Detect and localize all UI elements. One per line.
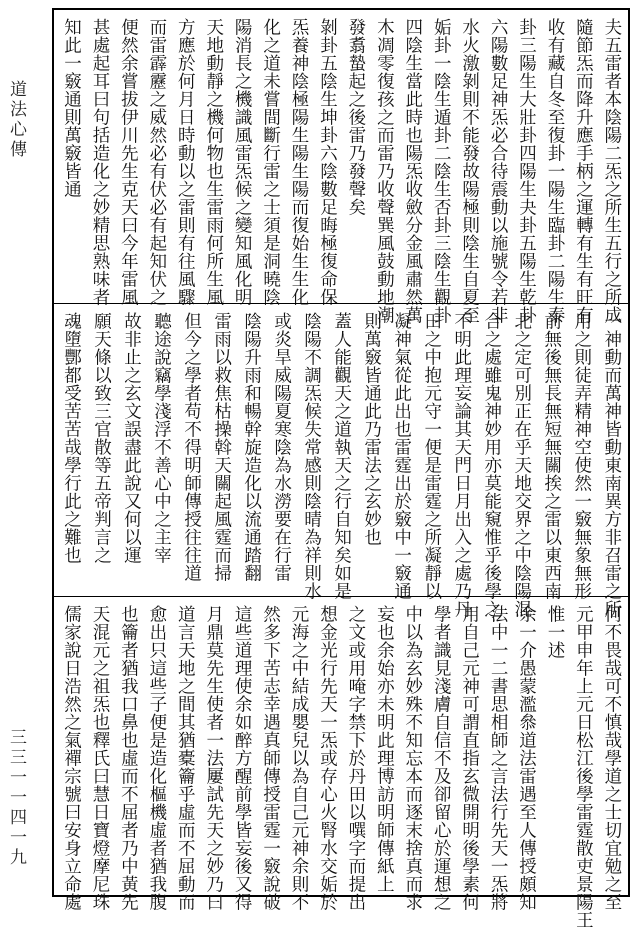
text-column: 但今之學者苟不得明師傳授往往道 [181,312,202,582]
text-column: 甚處起耳曰句括造化之妙精思熟味者 [89,18,110,306]
text-column: 而雷霹靂之威然必有伏必有起知伏之 [146,18,167,306]
book-title: 道法心傳 [6,80,26,160]
text-band-2 [54,303,628,618]
text-column: 隨節炁而降升應手柄之運轉有生有旺有 [573,18,594,324]
text-column: 學者識見淺膚自信不及卻留心於運想之 [431,605,452,911]
page-frame [52,8,630,929]
text-column: 或炎旱威陽夏寒陰為水澇要在行雷 [271,312,292,582]
text-column: 卦三陽生大壯卦四陽生夬卦五陽生乾卦 [516,18,537,324]
text-column: 然多下苦志幸遇真師傳授雷霆一竅說破 [260,605,281,911]
text-column: 合之處雖鬼神妙用亦莫能窺惟乎後學之 [481,312,502,618]
text-column: 陰陽不調炁候失常感則陰晴為祥則水 [301,312,322,600]
text-column: 知此一竅通則萬竅皆通 [61,18,82,198]
text-column: 聽途說竊學淺浮不善心中之主宰 [151,312,172,564]
text-column: 月鼎莫先生使者一法屢試先天之妙乃曰 [203,605,224,911]
text-column: 元甲申年上元日松江後學雷霆散吏景陽王 [573,605,594,929]
text-column: 中以為玄妙殊不知忘本而逐末捨真而求 [402,605,423,911]
text-column: 姤卦一陰生遁卦二陰生否卦三陰生觀卦 [431,18,452,324]
text-column: 天地動靜之機何物也生雷雨何所生風 [203,18,224,306]
text-column: 便然余嘗拔伊川先生克天曰今年雷風 [118,18,139,306]
text-column: 何不畏哉可不慎哉學道之士切宜勉之至 [601,605,622,911]
text-column: 夫五雷者本陰陽二炁之所生五行之所成 [601,18,622,324]
text-column: 前無後無長無短無關挨之雷以東西南 [541,312,562,600]
text-column: 木凋零復孩之而雷乃收聲巽風鼓動地潮 [374,18,395,324]
text-column: 用自己元神可謂直指玄微開明後學素何 [459,605,480,911]
text-column: 願天條以致三官散等五帝判言之 [91,312,112,564]
text-column: 惟一述 [544,605,565,659]
text-column: 陰陽升雨和暢幹旋造化以流通踏翻 [241,312,262,582]
text-column: 妄也余始亦未明此理博訪明師傳紙上 [374,605,395,893]
text-column: 發翥蟄起之後雷乃發聲矣 [345,18,366,216]
text-column: 不明此理妄論其天門日月出入之處乃丹 [451,312,472,618]
text-column: 北之定可別正在乎天地交界之中陰陽混 [511,312,532,618]
text-column: 愈出只這些子便是造化樞機虛者猶我腹 [146,605,167,911]
text-column: 田之中抱元守一便是雷霆之所凝靜以 [421,312,442,600]
text-column: 四陰生當此時也陽炁收斂分金風肅然萬 [402,18,423,324]
text-column: 余一介愚蒙濫叅道法雷遇至人傳授頗知 [516,605,537,911]
text-column: 方應於何月日時動以之雷則有往風驟 [175,18,196,306]
text-column: 剝卦五陰生坤卦六陰數足晦極復命保 [317,18,338,306]
text-column: 故非止之玄文誤盡此說又何以運 [121,312,142,564]
text-column: 水火激剝則不能發故陽極則陰生自夏至 [459,18,480,324]
text-band-3 [54,596,628,929]
text-column: 魂墮酆都受苦苦哉學行此之難也 [61,312,82,564]
text-column: 這些道理使余如醉方醒前學皆妄後又得 [232,605,253,911]
text-column: 則萬竅皆通此乃雷法之玄妙也 [361,312,382,546]
text-column: 法中一二書思相師之言法行先天一炁將 [488,605,509,911]
text-column: 凝神氣從此出也雷霆出於竅中一竅通 [391,312,412,600]
text-column: 之文或用唵字禁下於丹田以噀字而提出 [345,605,366,911]
text-column: 儒家說日浩然之氣禪宗號曰安身立命處 [61,605,82,911]
text-column: 天混元之祖炁也釋氏曰慧日寶燈摩尼珠 [89,605,110,911]
text-column: 也籥者猶我口鼻也虛而不屈者乃中黃先 [118,605,139,911]
text-column: 收有藏自冬至復卦一陽生臨卦二陽生泰 [544,18,565,324]
text-column: 用之則徒弄精神空使然一竅無象無形 [571,312,592,600]
text-column: 雷雨以救焦枯操斡天關起風霆而掃 [211,312,232,582]
text-column: 一神動而萬神皆動東南異方非召雷之所 [601,312,622,618]
text-column: 元海之中結成嬰兒以為自己元神余則不 [289,605,309,911]
text-band-1 [54,10,628,324]
page-number: 三三一一四一九 [6,728,26,868]
text-column: 想金光行先天一炁或存心火腎水交姤於 [317,605,338,911]
text-column: 六陽數足神炁必合待震動以施號令若非 [488,18,509,324]
text-column: 蓋人能觀天之道執天之行自知矣如是 [331,312,352,600]
text-column: 陽消長之機識風雷炁候之變知風化明 [232,18,253,306]
text-column: 道言天地之間其猶橐籥乎虛而不屈動而 [175,605,196,911]
text-column: 炁養神陰極陽生陽生陽而復始生生化 [289,18,309,306]
text-column: 化之道未嘗間斷行雷之士須是洞曉陰 [260,18,281,306]
